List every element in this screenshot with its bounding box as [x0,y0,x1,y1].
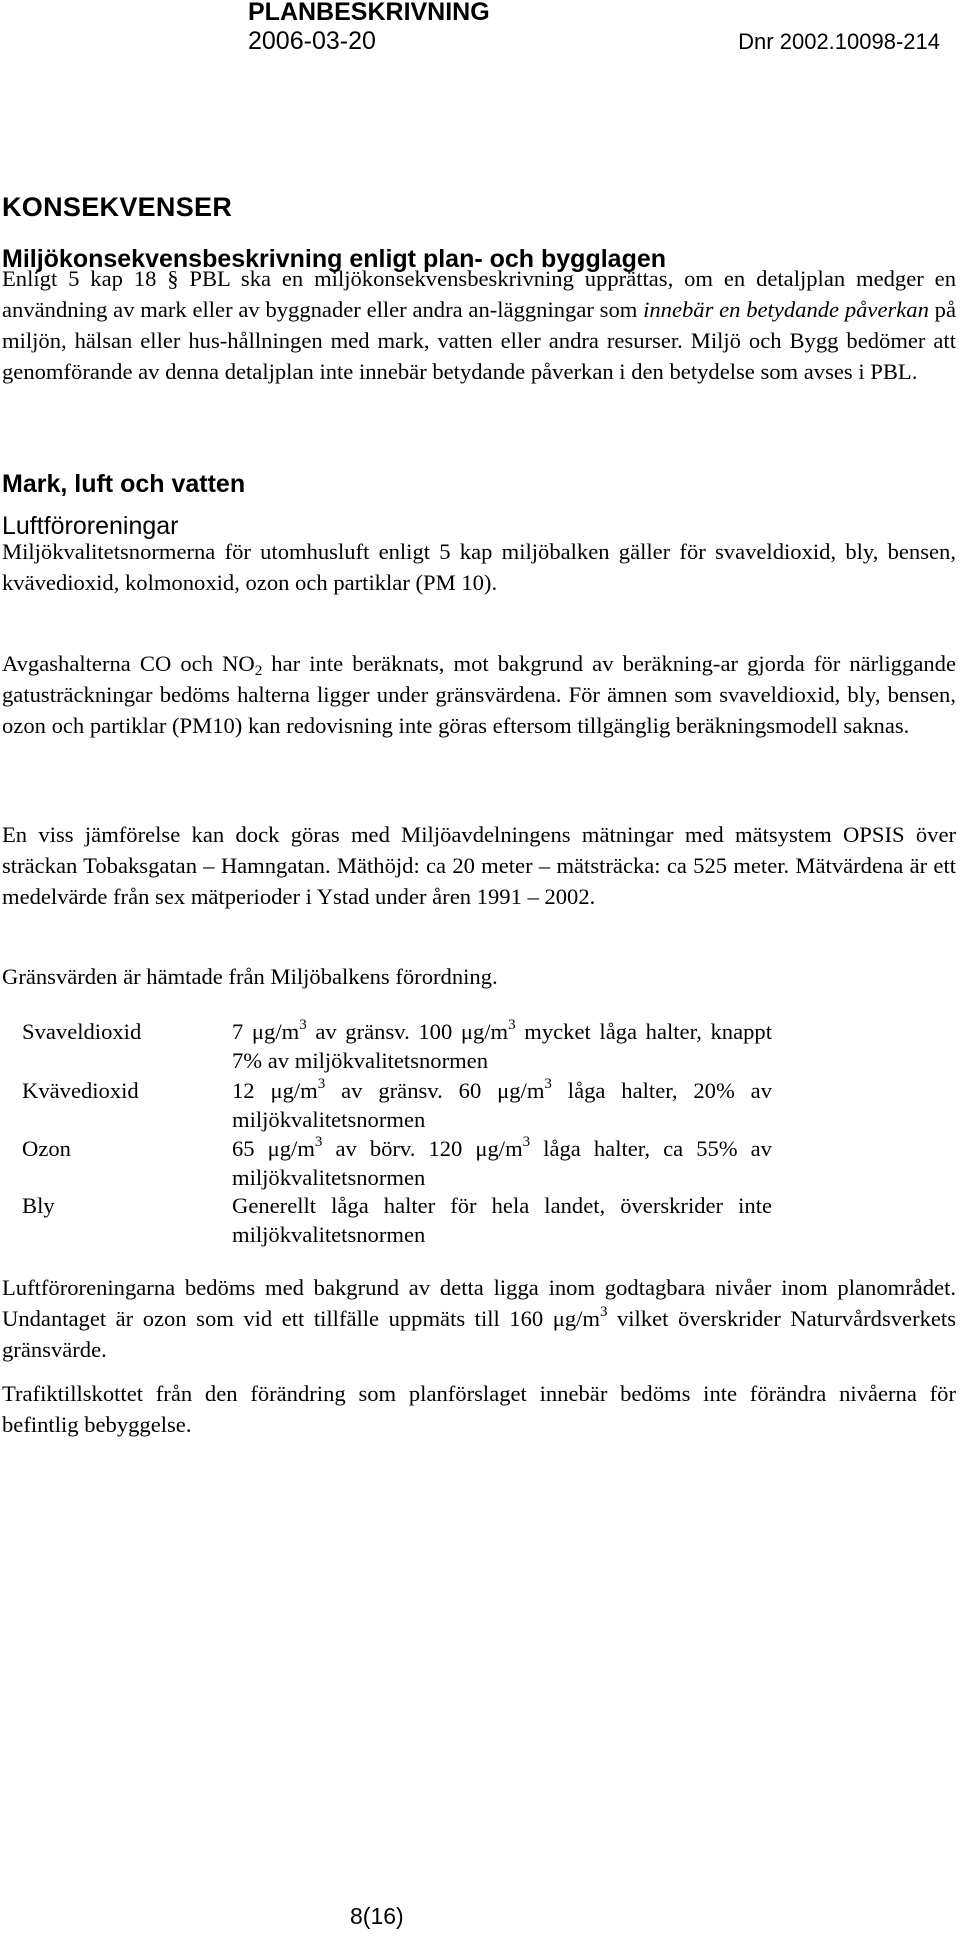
opsis-paragraph: En viss jämförelse kan dock göras med Miljöavdelningens mätningar med mätsystem OPSIS över sträckan Tobaksgatan – Hamngatan. Mäthöjd: ca 20 meter – mätsträcka: ca 525 meter. Mätvärdena är ett medelvärde från sex mätperioder i Ystad under åren 1991 – 2002. [2,822,956,909]
paragraph-sign: § [167,266,179,291]
luft-heading: Luftföroreningar [2,512,179,540]
gransvarden-paragraph: Gränsvärden är hämtade från Miljöbalkens förordning. [2,964,498,989]
document-dnr: Dnr 2002.10098-214 [738,29,940,54]
table-value: 7 $\mu g/m^3$ av gränsv. 100 $\mu g/m^3$ mycket låga halter, knappt 7% av miljökvalitetsnormen [232,1017,772,1073]
slutsats-text-1: Luftföroreningarna bedöms med bakgrund av detta ligga inom godtagbara nivåer inom planområdet. Undantaget är ozon som vid ett tillfälle uppmäts till 160 μg/m [2,1275,956,1331]
mkb-paragraph [2,263,956,387]
mkb-text-1: Enligt 5 kap 18 [2,266,168,291]
table-substance: Svaveldioxid [22,1019,142,1044]
table-substance: Bly [22,1193,55,1218]
slutsats-paragraph [2,1272,956,1365]
mkb-text-3: på miljön, hälsan eller hus-hållningen med mark, vatten eller andra resurser. Miljö och Bygg bedömer att genomförande av denna detaljplan inte innebär betydande påverkan i den betydelse som avses i PBL. [2,297,956,384]
section-heading: KONSEKVENSER [2,192,233,222]
avgas-text-2: har inte beräknats, mot bakgrund av beräkning-ar gjorda för närliggande gatusträckningar bedöms halterna ligger under gränsvärdena. För ämnen som svaveldioxid, bly, bensen, ozon och partiklar (PM10) kan redovisning inte göras eftersom tillgänglig beräkningsmodell saknas. [2,651,956,738]
document-date: 2006-03-20 [248,27,376,55]
table-value: 65 $\mu g/m^3$ av börv. 120 $\mu g/m^3$ låga halter, ca 55% av miljökvalitetsnormen [232,1134,772,1190]
avgas-paragraph [2,648,956,741]
slutsats-superscript: 3 [599,1304,608,1320]
trafik-paragraph: Trafiktillskottet från den förändring som planförslaget innebär bedöms inte förändra nivåerna för befintlig bebyggelse. [2,1381,956,1437]
table-substance: Kvävedioxid [22,1078,139,1103]
page-number: 8(16) [350,1903,404,1929]
slutsats-text-2: vilket överskrider Naturvårdsverkets gränsvärde. [2,1306,956,1362]
no2-subscript: 2 [254,663,263,679]
mkb-text-2: PBL ska en miljökonsekvensbeskrivning upprättas, om en detaljplan medger en användning av mark eller av byggnader eller andra an-läggningar som [2,266,956,322]
mkn-paragraph: Miljökvalitetsnormerna för utomhusluft enligt 5 kap miljöbalken gäller för svaveldioxid, bly, bensen, kvävedioxid, kolmonoxid, ozon och partiklar (PM 10). [2,539,956,595]
section-subheading: Miljökonsekvensbeskrivning enligt plan- och bygglagen [2,245,667,273]
mkb-text-italic: innebär en betydande påverkan [643,297,929,322]
mark-heading: Mark, luft och vatten [2,470,246,498]
table-value: Generellt låga halter för hela landet, överskrider inte miljökvalitetsnormen [232,1193,772,1247]
document-title: PLANBESKRIVNING [248,0,490,26]
avgas-text-1: Avgashalterna CO och NO [2,651,255,676]
table-value: 12 $\mu g/m^3$ av gränsv. 60 $\mu g/m^3$ låga halter, 20% av miljökvalitetsnormen [232,1076,772,1132]
table-substance: Ozon [22,1136,71,1161]
